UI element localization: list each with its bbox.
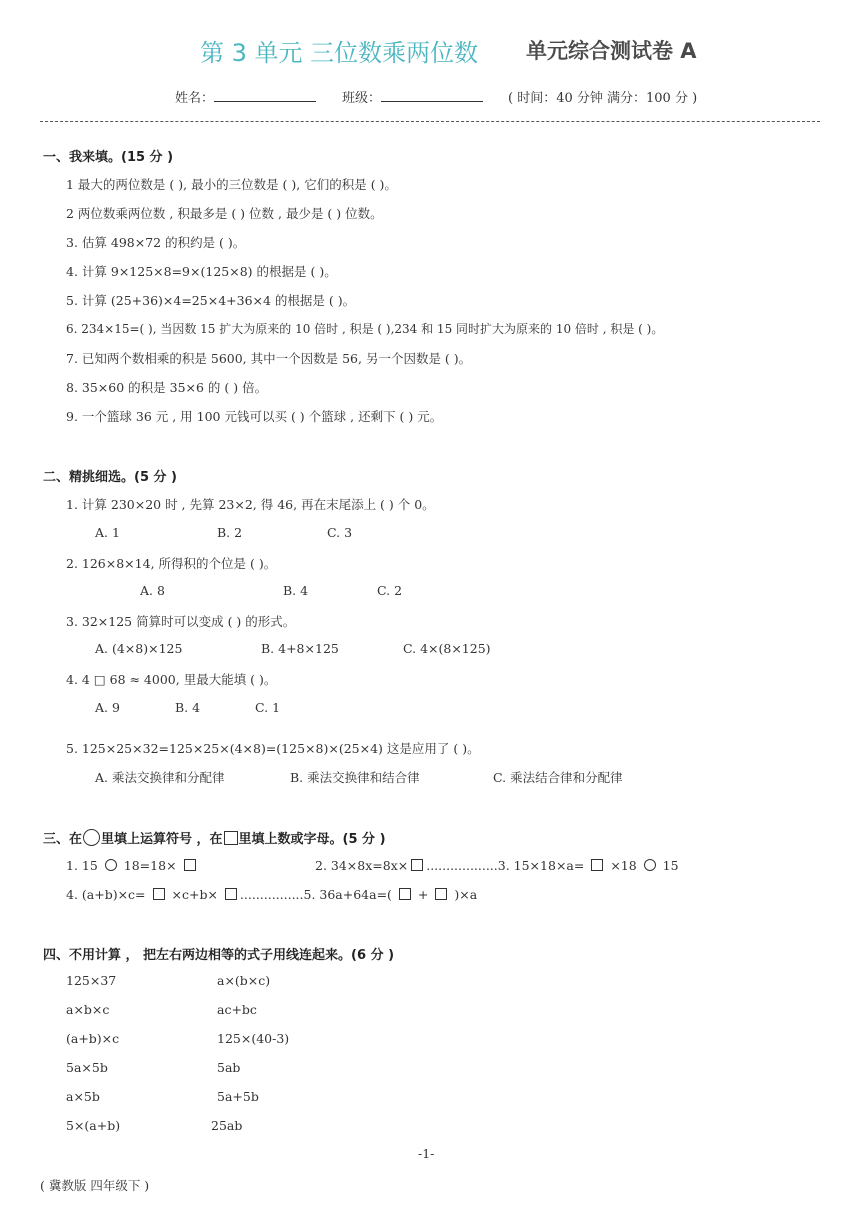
s2-question-3: 3. 32×125 简算时可以变成 ( ) 的形式。	[66, 614, 296, 629]
s2-q3-option-a[interactable]: A. (4×8)×125	[95, 641, 183, 656]
s3-q1-circle-blank[interactable]	[105, 859, 117, 871]
section3-heading-part-a: 三、在	[43, 832, 83, 847]
unit-title: 第 3 单元 三位数乘两位数	[200, 39, 479, 67]
s1-question-8: 8. 35×60 的积是 35×6 的 ( ) 倍。	[66, 380, 268, 395]
s2-q2-option-b[interactable]: B. 4	[283, 583, 309, 598]
test-title: 单元综合测试卷 A	[526, 39, 697, 63]
s1-question-4: 4. 计算 9×125×8=9×(125×8) 的根据是 ( )。	[66, 264, 337, 279]
name-blank[interactable]	[214, 89, 316, 102]
s3-q2-square-blank[interactable]	[411, 859, 423, 871]
s1-question-2: 2 两位数乘两位数 , 积最多是 ( ) 位数 , 最少是 ( ) 位数。	[66, 206, 383, 221]
s2-q1-option-c[interactable]: C. 3	[327, 525, 353, 540]
s3-q3-circle-blank[interactable]	[644, 859, 656, 871]
section3-heading	[43, 828, 386, 847]
s2-question-4: 4. 4 □ 68 ≈ 4000, 里最大能填 ( )。	[66, 672, 277, 687]
circle-symbol-icon	[83, 829, 100, 846]
s4-right-item[interactable]: 125×(40-3)	[217, 1031, 290, 1046]
time-info: ( 时间：40 分钟 满分：100 分 )	[508, 91, 698, 106]
section4-heading: 四、不用计算 ， 把左右两边相等的式子用线连起来。(6 分 )	[43, 948, 395, 963]
s4-left-item[interactable]: (a+b)×c	[66, 1031, 120, 1046]
s3-q3-text-c: 15	[662, 858, 679, 873]
s3-q5-square-blank-2[interactable]	[435, 888, 447, 900]
s4-right-item[interactable]: ac+bc	[217, 1002, 257, 1017]
s2-question-2: 2. 126×8×14, 所得积的个位是 ( )。	[66, 556, 277, 571]
s2-q1-option-b[interactable]: B. 2	[217, 525, 243, 540]
s4-right-item[interactable]: 5a+5b	[217, 1089, 259, 1104]
class-label: 班级：	[342, 91, 382, 106]
square-symbol-icon	[224, 831, 238, 845]
s3-q4-square-blank-2[interactable]	[225, 888, 237, 900]
s2-q5-option-a[interactable]: A. 乘法交换律和分配律	[95, 770, 225, 785]
section3-heading-part-c: 里填上数或字母。(5 分 )	[238, 832, 386, 847]
s2-q3-option-b[interactable]: B. 4+8×125	[261, 641, 339, 656]
s1-question-3: 3. 估算 498×72 的积约是 ( )。	[66, 235, 246, 250]
s2-q1-option-a[interactable]: A. 1	[95, 525, 120, 540]
class-blank[interactable]	[381, 89, 483, 102]
s2-question-5: 5. 125×25×32=125×25×(4×8)=(125×8)×(25×4) 这是应用了 ( )。	[66, 741, 480, 756]
s3-q1-text-b: 18=18×	[123, 858, 177, 873]
s1-question-7: 7. 已知两个数相乘的积是 5600, 其中一个因数是 56, 另一个因数是 ( )。	[66, 351, 472, 366]
section1-heading: 一、我来填。(15 分 )	[43, 150, 174, 165]
name-label: 姓名：	[175, 91, 215, 106]
s2-q4-option-a[interactable]: A. 9	[95, 700, 120, 715]
s1-question-9: 9. 一个篮球 36 元 , 用 100 元钱可以买 ( ) 个篮球 , 还剩下 ( ) 元。	[66, 409, 443, 424]
s2-question-1: 1. 计算 230×20 时 , 先算 23×2, 得 46, 再在末尾添上 ( ) 个 0。	[66, 497, 435, 512]
class-field	[342, 87, 483, 106]
s4-right-item[interactable]: 5ab	[217, 1060, 241, 1075]
s2-q5-option-c[interactable]: C. 乘法结合律和分配律	[493, 770, 623, 785]
s2-q4-option-b[interactable]: B. 4	[175, 700, 201, 715]
s3-q5-text-b: )×a	[454, 887, 478, 902]
s4-left-item[interactable]: 125×37	[66, 973, 117, 988]
dashed-divider	[40, 121, 820, 122]
s3-q3-square-blank[interactable]	[591, 859, 603, 871]
s3-row-2	[66, 887, 477, 902]
s3-row-1a	[66, 858, 199, 873]
s3-q3-text-b: ×18	[610, 858, 637, 873]
s3-q5-square-blank-1[interactable]	[399, 888, 411, 900]
s3-q1-text-a: 1. 15	[66, 858, 98, 873]
s2-q5-option-b[interactable]: B. 乘法交换律和结合律	[290, 770, 420, 785]
s3-q4-text-b: ×c+b×	[171, 887, 218, 902]
s3-q2-text: 2. 34×8x=8x×	[315, 858, 409, 873]
name-field	[175, 87, 316, 106]
s2-q2-option-a[interactable]: A. 8	[140, 583, 165, 598]
s3-q5-plus: +	[417, 887, 429, 902]
s1-question-6: 6. 234×15=( ), 当因数 15 扩大为原来的 10 倍时 , 积是 ( ),234 和 15 同时扩大为原来的 10 倍时 , 积是 ( )。	[66, 322, 664, 336]
edition-label: ( 冀教版 四年级下 )	[40, 1178, 150, 1193]
section3-heading-part-b: 里填上运算符号 ，在	[101, 832, 223, 847]
page-number: -1-	[418, 1146, 435, 1161]
s3-q1-square-blank[interactable]	[184, 859, 196, 871]
s2-q4-option-c[interactable]: C. 1	[255, 700, 281, 715]
s3-q5-text-a: ................5. 36a+64a=(	[239, 887, 392, 902]
s2-q2-option-c[interactable]: C. 2	[377, 583, 403, 598]
section2-heading: 二、精挑细选。(5 分 )	[43, 470, 177, 485]
s3-q3-text-a: ..................3. 15×18×a=	[426, 858, 585, 873]
s3-q4-square-blank-1[interactable]	[153, 888, 165, 900]
s4-left-item[interactable]: 5×(a+b)	[66, 1118, 121, 1133]
s4-right-item[interactable]: 25ab	[211, 1118, 243, 1133]
s4-left-item[interactable]: a×5b	[66, 1089, 100, 1104]
s3-row-1b	[315, 858, 679, 873]
s4-left-item[interactable]: 5a×5b	[66, 1060, 108, 1075]
s2-q3-option-c[interactable]: C. 4×(8×125)	[403, 641, 491, 656]
s3-q4-text-a: 4. (a+b)×c=	[66, 887, 146, 902]
s1-question-1: 1 最大的两位数是 ( ), 最小的三位数是 ( ), 它们的积是 ( )。	[66, 177, 397, 192]
s1-question-5: 5. 计算 (25+36)×4=25×4+36×4 的根据是 ( )。	[66, 293, 356, 308]
s4-right-item[interactable]: a×(b×c)	[217, 973, 271, 988]
s4-left-item[interactable]: a×b×c	[66, 1002, 110, 1017]
